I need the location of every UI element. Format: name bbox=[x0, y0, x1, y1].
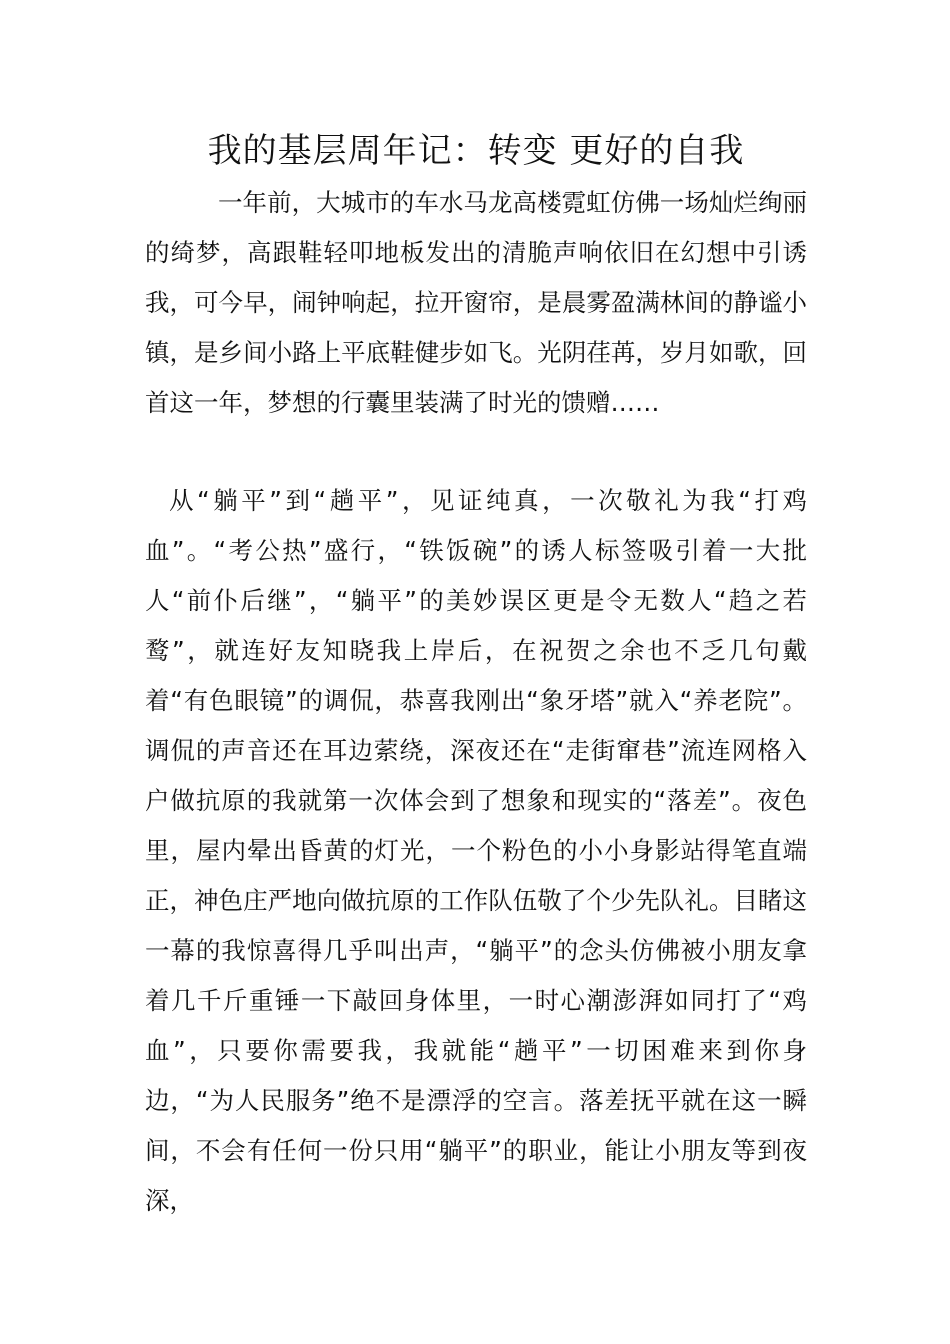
document-title: 我的基层周年记：转变 更好的自我 bbox=[207, 131, 745, 171]
paragraph-2: 从“躺平”到“趟平”，见证纯真，一次敬礼为我“打鸡血”。“考公热”盛行，“铁饭碗”的诱人标签吸引着一大批人“前仆后继”，“躺平”的美妙误区更是令无数人“趋之若鹜”，就连好友知晓我上岸后，在祝贺之余也不乏几句戴着“有色眼镜”的调侃，恭喜我刚出“象牙塔”就入“养老院”。调侃的声音还在耳边萦绕，深夜还在“走街窜巷”流连网格入户做抗原的我就第一次体会到了想象和现实的“落差”。夜色里，屋内晕出昏黄的灯光，一个粉色的小小身影站得笔直端正，神色庄严地向做抗原的工作队伍敬了个少先队礼。目睹这一幕的我惊喜得几乎叫出声，“躺平”的念头仿佛被小朋友拿着几千斤重锤一下敲回身体里，一时心潮澎湃如同打了“鸡血”，只要你需要我，我就能“趟平”一切困难来到你身边，“为人民服务”绝不是漂浮的空言。落差抚平就在这一瞬间，不会有任何一份只用“躺平”的职业，能让小朋友等到夜深， bbox=[145, 486, 807, 1215]
paragraph-1: 一年前，大城市的车水马龙高楼霓虹仿佛一场灿烂绚丽的绮梦，高跟鞋轻叩地板发出的清脆声响依旧在幻想中引诱我，可今早，闹钟响起，拉开窗帘，是晨雾盈满林间的静谧小镇，是乡间小路上平底鞋健步如飞。光阴荏苒，岁月如歌，回首这一年，梦想的行囊里装满了时光的馈赠…… bbox=[145, 188, 807, 417]
